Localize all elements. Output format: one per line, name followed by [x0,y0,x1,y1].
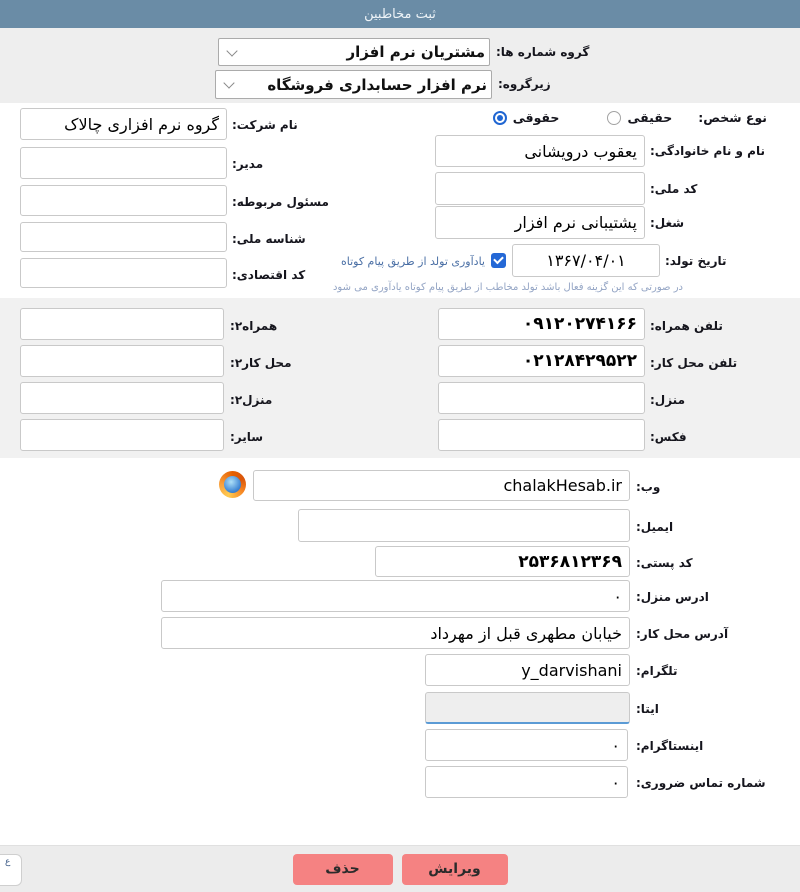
melli-code-label: کد ملی: [650,182,698,196]
eitaa-label: ایتا: [636,702,659,716]
economic-code-field[interactable] [20,258,227,288]
melli-code-field[interactable] [435,172,645,205]
delete-button[interactable]: حذف [293,854,393,885]
group-select[interactable] [218,38,490,66]
email-field[interactable] [298,509,630,542]
economic-code-label: کد اقتصادی: [232,268,306,282]
chevron-down-icon [223,77,234,88]
work-phone-field[interactable] [438,345,645,377]
person-type-real-radio[interactable] [607,111,621,125]
person-type-label: نوع شخص: [698,110,767,125]
person-type-real-label[interactable]: حقیقی [627,110,673,125]
personal-info-section [0,103,800,298]
birthday-sms-checkbox[interactable] [491,253,506,268]
instagram-field[interactable] [425,729,628,761]
company-name-field[interactable] [20,108,227,140]
page-title: ثبت مخاطبین [364,6,436,22]
other-phone-label: سایر: [230,430,264,444]
telegram-field[interactable] [425,654,630,686]
mobile2-field[interactable] [20,308,224,340]
person-type-row [493,110,767,125]
subgroup-label: زیرگروه: [498,77,551,91]
group-section [0,28,800,103]
responsible-field[interactable] [20,185,227,216]
subgroup-select-value: نرم افزار حسابداری فروشگاه [267,75,487,94]
fullname-field[interactable] [435,135,645,167]
work-address-label: آدرس محل کار: [636,627,729,641]
work-address-field[interactable] [161,617,630,649]
person-type-legal-label[interactable]: حقوقی [512,110,560,125]
subgroup-select[interactable] [215,70,492,99]
national-id-label: شناسه ملی: [232,232,306,246]
eitaa-field[interactable] [425,692,630,724]
home-address-label: ادرس منزل: [636,590,709,604]
email-label: ایمیل: [636,520,674,534]
fax-label: فکس: [650,430,687,444]
fullname-label: نام و نام خانوادگی: [650,144,765,158]
mobile-label: تلفن همراه: [650,319,723,333]
web-field[interactable] [253,470,630,501]
birthdate-label: تاریخ تولد: [665,254,727,268]
emergency-phone-label: شماره تماس ضروری: [636,776,766,790]
home-address-field[interactable] [161,580,630,612]
web-label: وب: [636,480,661,494]
home2-field[interactable] [20,382,224,414]
phones-section [0,298,800,458]
firefox-icon[interactable] [219,471,246,498]
national-id-field[interactable] [20,222,227,252]
job-label: شغل: [650,216,685,230]
responsible-label: مسئول مربوطه: [232,195,329,209]
company-name-label: نام شرکت: [232,118,298,132]
group-label: گروه شماره ها: [496,45,590,59]
birthdate-field[interactable] [512,244,660,277]
instagram-label: اینستاگرام: [636,739,704,753]
work2-label: محل کار۲: [230,356,292,370]
mobile2-label: همراه۲: [230,319,278,333]
group-select-value: مشتریان نرم افزار [346,43,485,61]
work-phone-label: تلفن محل کار: [650,356,738,370]
work2-field[interactable] [20,345,224,377]
manager-label: مدیر: [232,157,264,171]
postal-code-field[interactable] [375,546,630,577]
home-phone-field[interactable] [438,382,645,414]
edit-button[interactable]: ویرایش [402,854,508,885]
home2-label: منزل۲: [230,393,273,407]
telegram-label: تلگرام: [636,664,678,678]
job-field[interactable] [435,206,645,239]
floating-widget-glyph: ع [5,857,11,867]
manager-field[interactable] [20,147,227,179]
window-titlebar [0,0,800,28]
other-phone-field[interactable] [20,419,224,451]
postal-code-label: کد پستی: [636,556,693,570]
birthday-sms-hint: در صورتی که این گزینه فعال باشد تولد مخاطب از طریق پیام کوتاه یادآوری می شود [332,282,683,293]
fax-field[interactable] [438,419,645,451]
mobile-field[interactable] [438,308,645,340]
birthday-sms-label: یادآوری تولد از طریق پیام کوتاه [340,255,485,268]
person-type-legal-radio[interactable] [493,111,507,125]
home-phone-label: منزل: [650,393,686,407]
web-section [0,458,800,845]
chevron-down-icon [226,45,237,56]
floating-widget[interactable] [0,854,22,886]
footer-bar [0,845,800,892]
emergency-phone-field[interactable] [425,766,628,798]
